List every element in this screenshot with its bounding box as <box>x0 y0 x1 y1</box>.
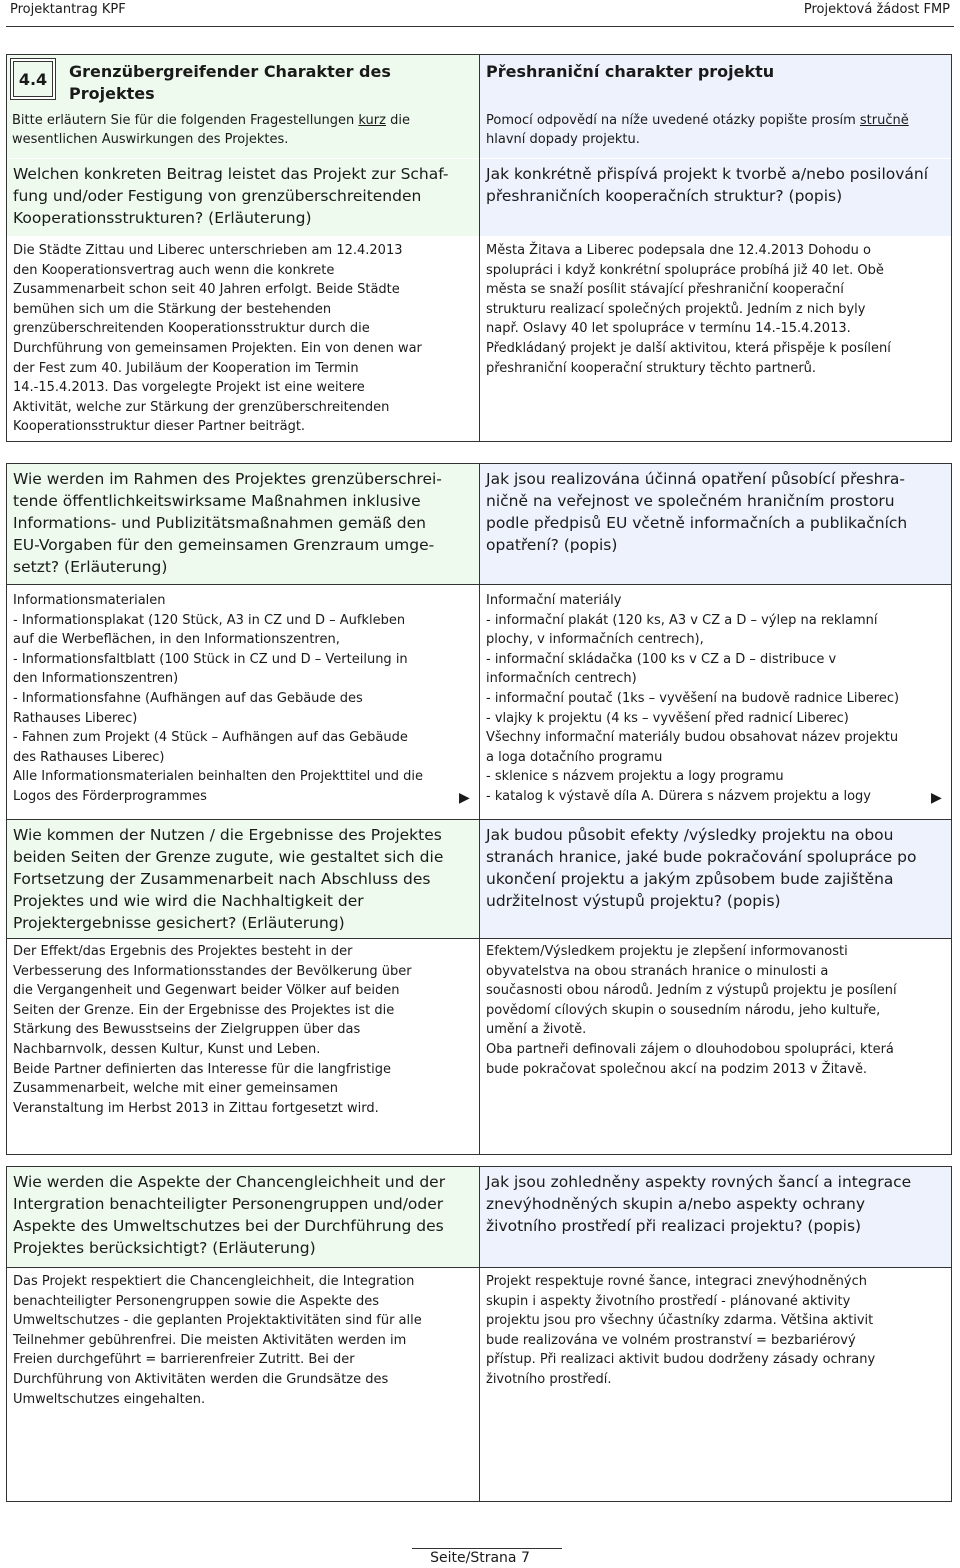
question-4-de: Wie werden die Aspekte der Chancengleichheit und der Intergration benachteiligter Personengruppen und/oder Aspekte des Umweltschutzes bei der Durchführung des Projektes berücksichtigt? (Erläuterung) <box>7 1167 479 1267</box>
answer-3-de: Der Effekt/das Ergebnis des Projektes besteht in der Verbesserung des Informationsstandes der Bevölkerung über die Vergangenheit und Gegenwart beider Völker auf beiden Seiten der Grenze. Ein der Ergebnisse des Projektes ist die Stärkung des Bewusstseins der Zielgruppen über das Nachbarnvolk, dessen Kultur, Kunst und Leben. Beide Partner definierten das Interesse für die langfristige Zusammenarbeit, welche mit einer gemeinsamen Veranstaltung im Herbst 2013 in Zittau fortgesetzt wird. <box>13 944 412 1116</box>
section-box-3 <box>6 1166 952 1502</box>
answer-4-cz: Projekt respektuje rovné šance, integraci znevýhodněných skupin i aspekty životního prostředí - plánované aktivity projektu jsou pro všechny účastníky zdarma. Většina aktivit bude realizována ve volném prostranství = bezbariérový přístup. Při realizaci aktivit budou dodrženy zásady ochrany životního prostředí. <box>486 1274 876 1387</box>
question-1-cz: Jak konkrétně přispívá projekt k tvorbě a/nebo posilování přeshraničních kooperačních struktur? (popis) <box>480 159 951 236</box>
question-1-de: Welchen konkreten Beitrag leistet das Projekt zur Schaf- fung und/oder Festigung von grenzüberschreitenden Kooperationsstrukturen? (Erläuterung) <box>7 159 479 236</box>
question-2-de: Wie werden im Rahmen des Projektes grenzüberschrei- tende öffentlichkeitswirksame Maßnahmen inklusive Informations- und Publizitätsmaßnahmen gemäß den EU-Vorgaben für den gemeinsamen Grenzraum umge- setzt? (Erläuterung) <box>7 464 479 584</box>
continue-arrow-icon-de: ▶ <box>459 790 470 806</box>
answer-2-cz: Informační materiály - informační plakát (120 ks, A3 v CZ a D – výlep na reklamní plochy, v informačních centrech), - informační skládačka (100 ks v CZ a D – distribuce v informačních centrech) - informační poutač (1ks – vyvěšení na budově radnice Liberec) - vlajky k projektu (4 ks – vyvěšení před radnicí Liberec) Všechny informační materiály budou obsahovat název projektu a loga dotačního programu - sklenice s názvem projektu a logy programu - katalog k výstavě díla A. Dürera s názvem projektu a logy <box>486 593 900 804</box>
footer-rule <box>412 1548 562 1549</box>
question-3-cz: Jak budou působit efekty /výsledky projektu na obou stranách hranice, jaké bude pokračování spolupráce po ukončení projektu a jakým způsobem bude zajištěna udržitelnost výstupů projektu? (popis) <box>480 820 951 938</box>
section-box-1 <box>6 54 952 442</box>
section-number: 4.4 <box>10 58 56 100</box>
question-3-de: Wie kommen der Nutzen / die Ergebnisse des Projektes beiden Seiten der Grenze zugute, wie gestaltet sich die Fortsetzung der Zusammenarbeit nach Abschluss des Projektes und wie wird die Nachhaltigkeit der Projektergebnisse gesichert? (Erläuterung) <box>7 820 479 938</box>
question-2-cz: Jak jsou realizována účinná opatření působící přeshra- ničně na veřejnost ve společném hraničním prostoru podle předpisů EU včetně informačních a publikačních opatření? (popis) <box>480 464 951 584</box>
header-rule <box>6 26 954 27</box>
answer-3-cz: Efektem/Výsledkem projektu je zlepšení informovanosti obyvatelstva na obou stranách hranice o minulosti a současnosti obou národů. Jedním z výstupů projektu je posílení povědomí cílových skupin o sousedním národu, jeho kultuře, umění a životě. Oba partneři definovali zájem o dlouhodobou spolupráci, která bude pokračovat společnou akcí na podzim 2013 v Žitavě. <box>486 944 897 1077</box>
answer-1-cz: Města Žitava a Liberec podepsala dne 12.4.2013 Dohodu o spolupráci i když konkrétní spolupráce probíhá již 40 let. Obě města se snaží posílit stávající přeshraniční kooperační strukturu realizací společných projektů. Jedním z nich byly např. Oslavy 40 let spolupráce v termínu 14.-15.4.2013. Předkládaný projekt je další aktivitou, která přispěje k posílení přeshraniční kooperační struktury těchto partnerů. <box>486 243 891 376</box>
header-right-title: Projektová žádost FMP <box>803 2 950 17</box>
answer-4-de: Das Projekt respektiert die Chancengleichheit, die Integration benachteiligter Personengruppen sowie die Aspekte des Umweltschutzes - die geplanten Projektaktivitäten sind für alle Teilnehmer gebührenfrei. Die meisten Aktivitäten werden im Freien durchgeführt = barrierenfreier Zutritt. Bei der Durchführung von Aktivitäten werden die Grundsätze des Umweltschutzes eingehalten. <box>13 1274 422 1407</box>
section-header-de <box>7 55 479 158</box>
section-title-de: Grenzübergreifender Charakter des Projektes <box>69 62 391 103</box>
header-left-title: Projektantrag KPF <box>10 2 126 17</box>
section-header-cz <box>480 55 951 158</box>
section-intro-de: Bitte erläutern Sie für die folgenden Fragestellungen kurz die wesentlichen Auswirkungen des Projektes. <box>12 113 410 147</box>
question-4-cz: Jak jsou zohledněny aspekty rovných šancí a integrace znevýhodněných skupin a/nebo aspekty ochrany životního prostředí při realizaci projektu? (popis) <box>480 1167 951 1267</box>
section-intro-cz: Pomocí odpovědí na níže uvedené otázky popište prosím stručně hlavní dopady projektu. <box>486 113 909 147</box>
answer-2-de: Informationsmaterialen - Informationsplakat (120 Stück, A3 in CZ und D – Aufkleben auf die Werbeflächen, in den Informationszentren, - Informationsfaltblatt (100 Stück in CZ und D – Verteilung in den Informationszentren) - Informationsfahne (Aufhängen auf das Gebäude des Rathauses Liberec) - Fahnen zum Projekt (4 Stück – Aufhängen auf das Gebäude des Rathauses Liberec) Alle Informationsmaterialen beinhalten den Projekttitel und die Logos des Förderprogrammes <box>13 593 424 804</box>
continue-arrow-icon-cz: ▶ <box>931 790 942 806</box>
section-box-2 <box>6 463 952 1155</box>
section-title-cz: Přeshraniční charakter projektu <box>486 62 775 81</box>
answer-1-de: Die Städte Zittau und Liberec unterschrieben am 12.4.2013 den Kooperationsvertrag auch wenn die konkrete Zusammenarbeit schon seit 40 Jahren erfolgt. Beide Städte bemühen sich um die Stärkung der bestehenden grenzüberschreitenden Kooperationsstruktur durch die Durchführung von gemeinsamen Projekten. Ein von denen war der Fest zum 40. Jubiläum der Kooperation im Termin 14.-15.4.2013. Das vorgelegte Projekt ist eine weitere Aktivität, welche zur Stärkung der grenzüberschreitenden Kooperationsstruktur dieser Partner beiträgt. <box>13 243 422 435</box>
page-number: Seite/Strana 7 <box>430 1550 530 1566</box>
